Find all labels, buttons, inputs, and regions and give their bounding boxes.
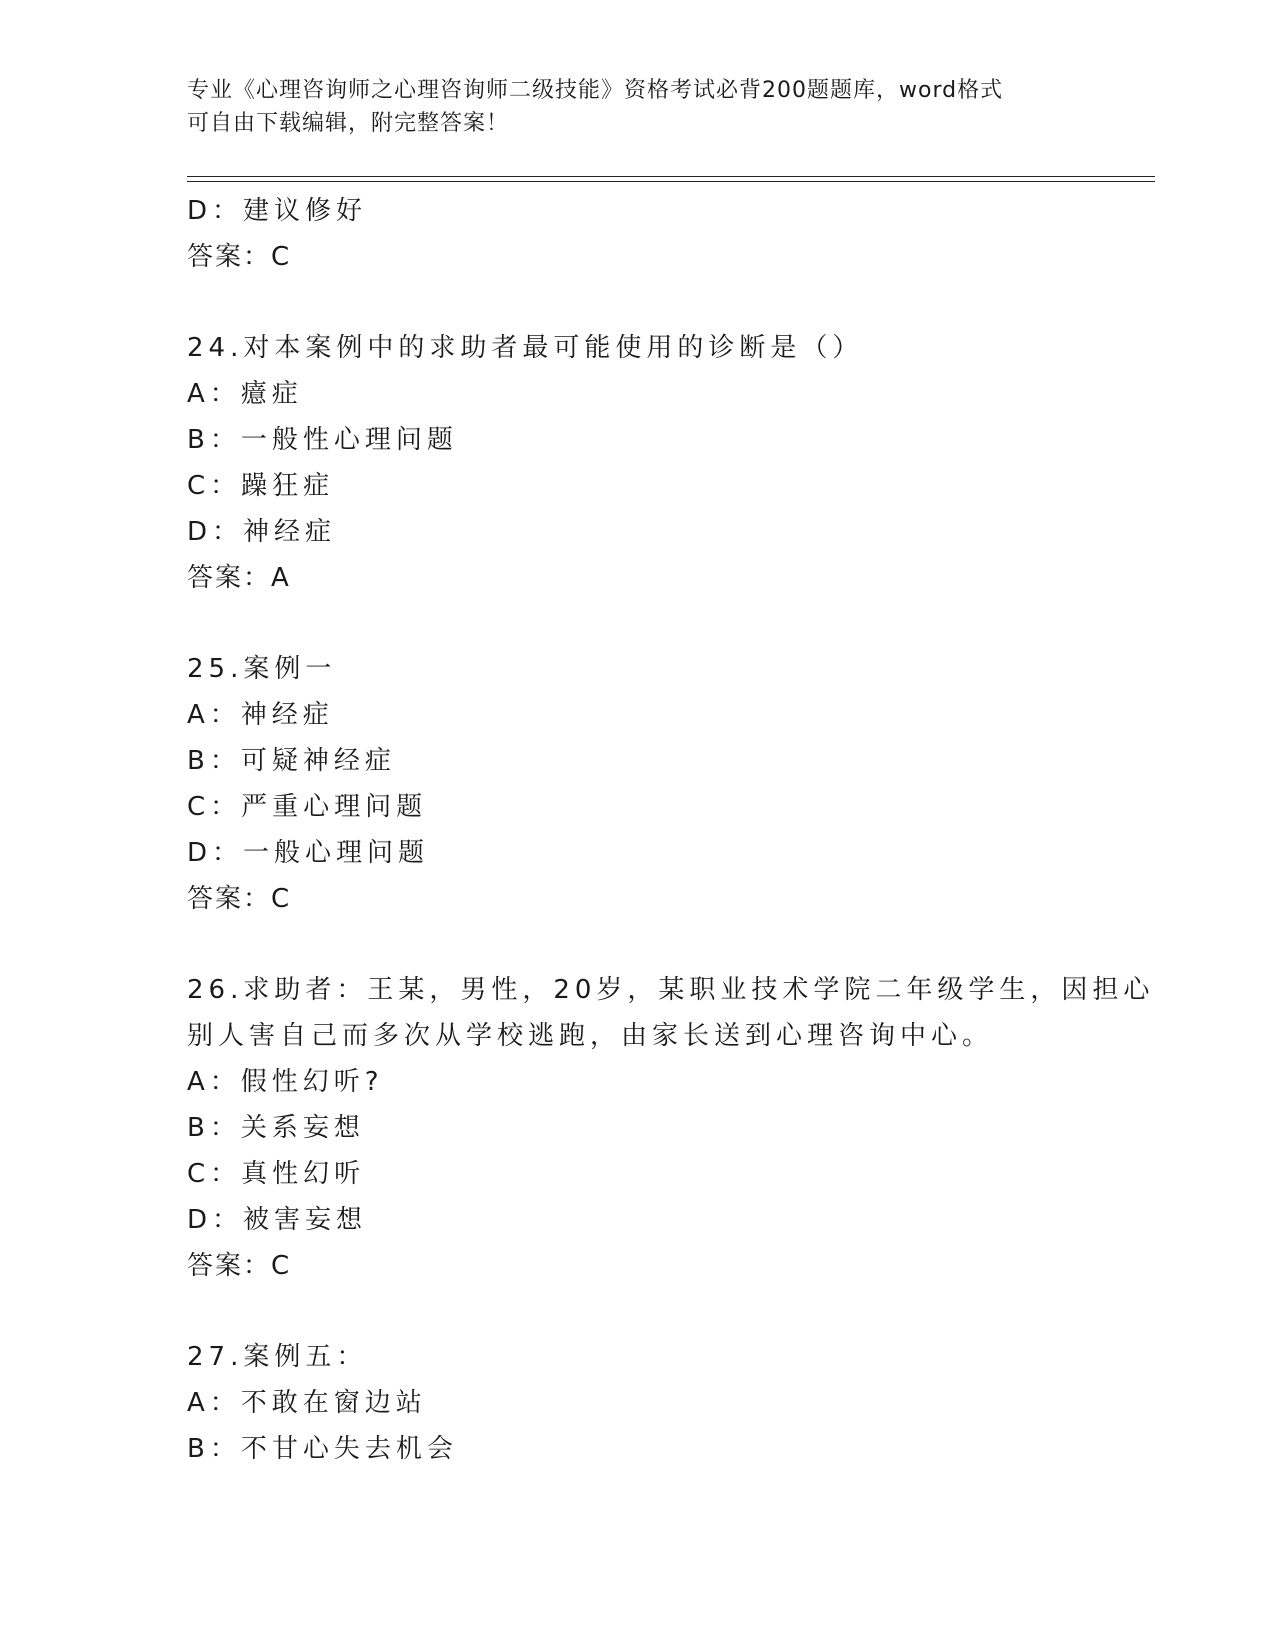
spacer xyxy=(187,922,1147,967)
question-stem: 27.案例五： xyxy=(187,1342,368,1372)
question-25 xyxy=(187,646,1147,922)
answer-line: 答案：C xyxy=(187,242,292,272)
question-fragment xyxy=(187,188,1147,280)
option-c: C：躁狂症 xyxy=(187,471,335,501)
document-header xyxy=(187,74,1087,140)
question-stem: 24.对本案例中的求助者最可能使用的诊断是（） xyxy=(187,333,864,363)
header-title-line-1: 专业《心理咨询师之心理咨询师二级技能》资格考试必背200题题库，word格式 xyxy=(187,78,1004,103)
question-stem-line-2: 别人害自己而多次从学校逃跑，由家长送到心理咨询中心。 xyxy=(187,1021,994,1051)
header-title-line-2: 可自由下载编辑，附完整答案！ xyxy=(187,111,510,136)
question-stem-line-1: 26.求助者：王某，男性，20岁，某职业技术学院二年级学生，因担心 xyxy=(187,975,1155,1005)
header-divider-top xyxy=(187,176,1155,177)
question-27 xyxy=(187,1334,1147,1472)
answer-line: 答案：C xyxy=(187,1251,292,1281)
spacer xyxy=(187,601,1147,646)
answer-line: 答案：C xyxy=(187,884,292,914)
header-divider-bottom xyxy=(187,181,1155,182)
question-list xyxy=(187,188,1155,1472)
spacer xyxy=(187,280,1147,325)
option-a: A：不敢在窗边站 xyxy=(187,1388,427,1418)
option-c: C：严重心理问题 xyxy=(187,792,428,822)
option-b: B：不甘心失去机会 xyxy=(187,1434,458,1464)
spacer xyxy=(187,1289,1147,1334)
option-d: D：一般心理问题 xyxy=(187,838,430,868)
option-b: B：关系妄想 xyxy=(187,1113,365,1143)
option-a: A：癔症 xyxy=(187,379,303,409)
option-a: A：假性幻听? xyxy=(187,1067,384,1097)
option-d: D：被害妄想 xyxy=(187,1205,368,1235)
question-stem: 25.案例一 xyxy=(187,654,337,684)
answer-line: 答案：A xyxy=(187,563,291,593)
option-d: D：神经症 xyxy=(187,517,337,547)
option-b: B：一般性心理问题 xyxy=(187,425,458,455)
question-24 xyxy=(187,325,1147,601)
option-d: D：建议修好 xyxy=(187,196,368,226)
option-b: B：可疑神经症 xyxy=(187,746,396,776)
question-26 xyxy=(187,967,1155,1289)
option-a: A：神经症 xyxy=(187,700,334,730)
option-c: C：真性幻听 xyxy=(187,1159,366,1189)
